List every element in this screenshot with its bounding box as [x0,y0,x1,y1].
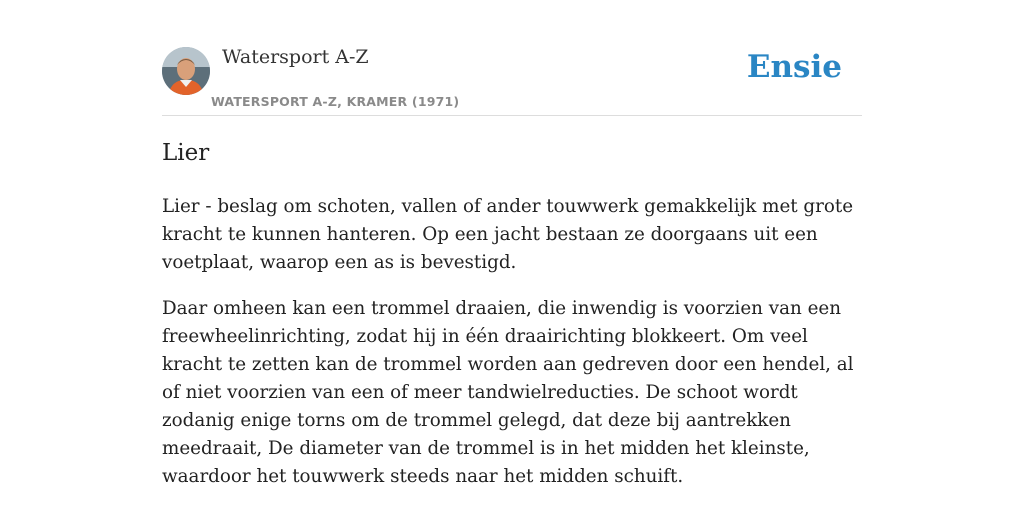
ensie-logo-link[interactable]: Ensie [746,49,842,85]
definition-paragraph: Daar omheen kan een trommel draaien, die inwendig is voorzien van een freewheelinrichting, zodat hij in één draairichting blokkeert. Om veel kracht te zetten kan de trommel worden aan gedreven door een hendel, al of niet voorzien van een of meer tandwielreducties. De schoot wordt zodanig enige torns om de trommel gelegd, dat deze bij aantrekken meedraait, De diameter van de trommel is in het midden het kleinste, waardoor het touwwerk steeds naar het midden schuift. [162,298,854,487]
dictionary-title[interactable]: Watersport A-Z [222,46,369,68]
dictionary-source[interactable]: WATERSPORT A-Z, KRAMER (1971) [211,94,460,109]
definition-paragraph: Lier - beslag om schoten, vallen of ander touwwerk gemakkelijk met grote kracht te kunnen hanteren. Op een jacht bestaan ze doorgaans uit een voetplaat, waarop een as is bevestigd. [162,196,854,273]
entry-term-title: Lier [162,140,210,166]
author-avatar[interactable] [162,47,210,95]
avatar-image [162,47,210,95]
page-container [162,0,862,487]
entry-definition [162,193,862,509]
entry-header [162,0,862,116]
